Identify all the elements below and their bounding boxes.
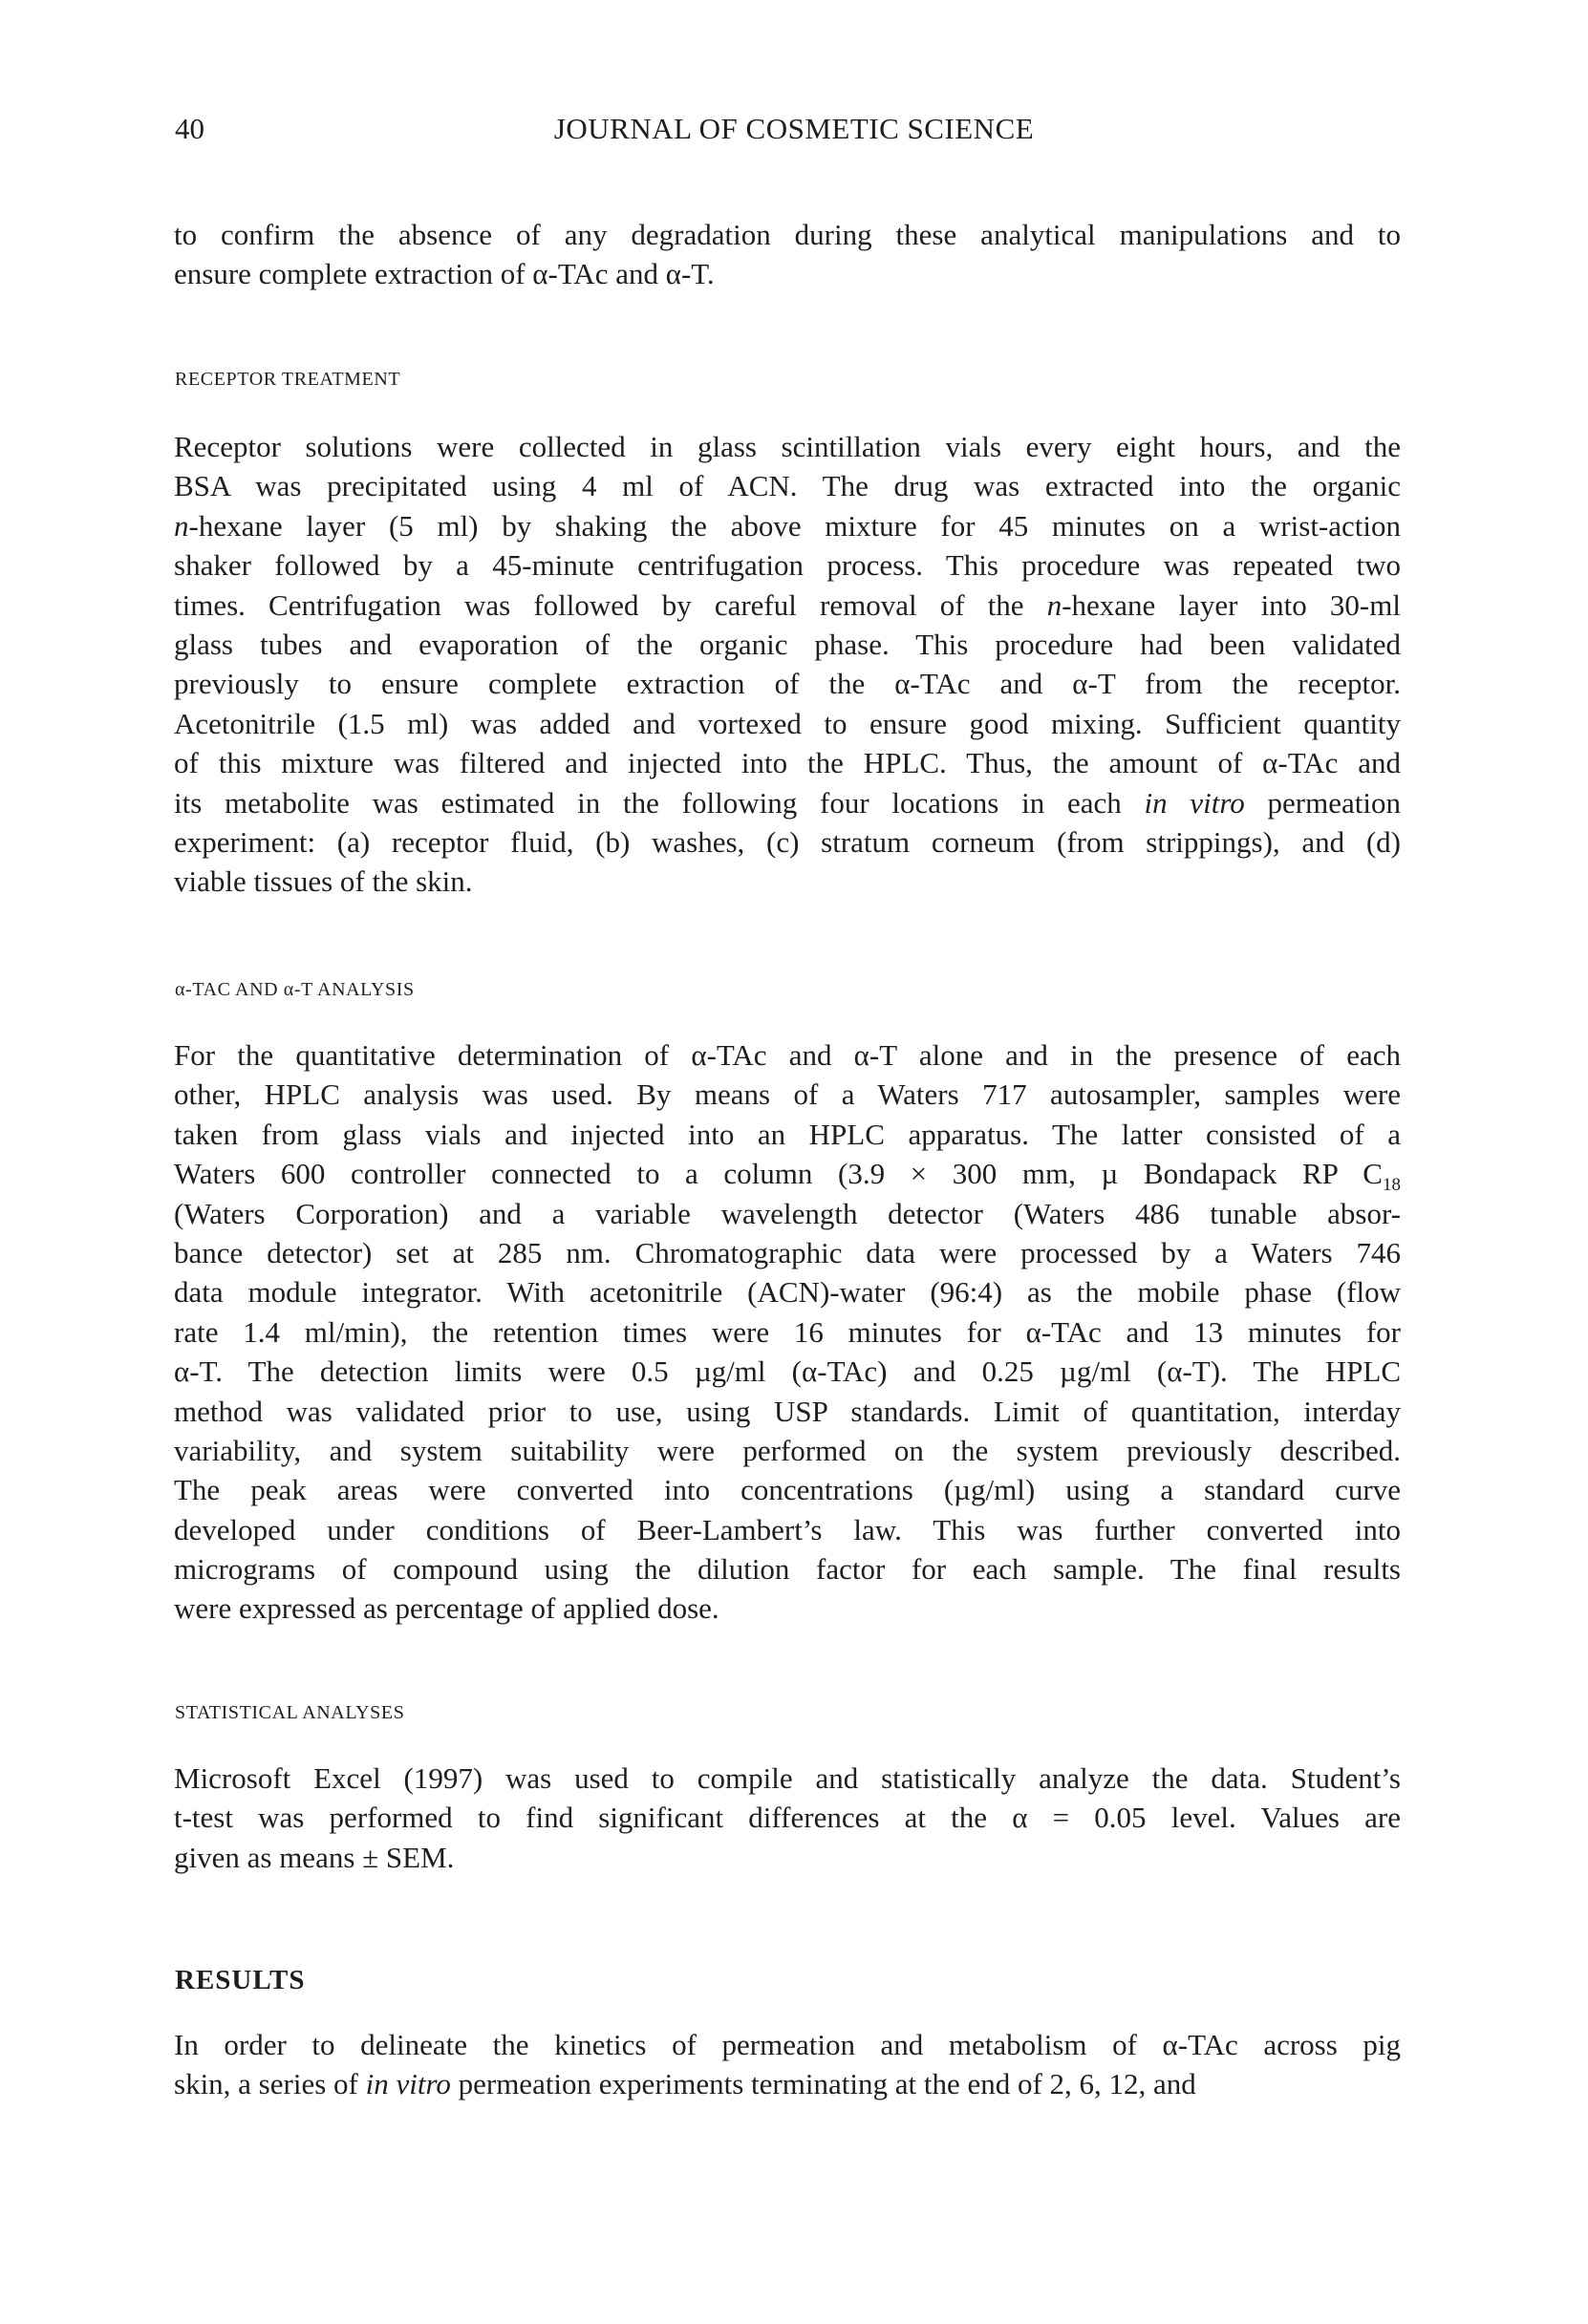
text-line: The peak areas were converted into concentrations (µg/ml) using a standard curve bbox=[174, 1473, 1401, 1507]
italic-term: in vitro bbox=[1144, 785, 1245, 820]
text-line: Acetonitrile (1.5 ml) was added and vortexed to ensure good mixing. Sufficient quantity bbox=[174, 706, 1401, 740]
italic-term: in vitro bbox=[365, 2067, 451, 2101]
text-line: viable tissues of the skin. bbox=[174, 864, 473, 899]
text-line: other, HPLC analysis was used. By means of a Waters 717 autosampler, samples were bbox=[174, 1077, 1401, 1112]
text-line: Receptor solutions were collected in glass scintillation vials every eight hours, and the bbox=[174, 430, 1401, 463]
paragraph-results bbox=[174, 2025, 1401, 2104]
paragraph-statistics bbox=[174, 1759, 1401, 1877]
text-line: its metabolite was estimated in the following four locations in each in vitro permeation bbox=[174, 785, 1401, 820]
text-line: rate 1.4 ml/min), the retention times were 16 minutes for α-TAc and 13 minutes for bbox=[174, 1314, 1401, 1349]
running-title: JOURNAL OF COSMETIC SCIENCE bbox=[553, 112, 1035, 145]
text-line: data module integrator. With acetonitrile (ACN)-water (96:4) as the mobile phase (flow bbox=[174, 1275, 1401, 1310]
text-line: Microsoft Excel (1997) was used to compile and statistically analyze the data. Student’s bbox=[174, 1761, 1401, 1795]
text-line: method was validated prior to use, using USP standards. Limit of quantitation, interday bbox=[174, 1394, 1401, 1428]
section-heading-analysis: α-TAC AND α-T ANALYSIS bbox=[175, 979, 415, 1000]
text-line: experiment: (a) receptor fluid, (b) washes, (c) stratum corneum (from strippings), and (d) bbox=[174, 824, 1401, 859]
paragraph-receptor-treatment bbox=[174, 427, 1401, 902]
section-heading-statistics: STATISTICAL ANALYSES bbox=[175, 1702, 405, 1723]
text-line: bance detector) set at 285 nm. Chromatographic data were processed by a Waters 746 bbox=[174, 1235, 1401, 1269]
text-line: In order to delineate the kinetics of permeation and metabolism of α-TAc across pig bbox=[174, 2028, 1401, 2061]
text-line: Waters 600 controller connected to a column (3.9 × 300 mm, µ Bondapack RP $C_{18}$ bbox=[174, 1157, 1401, 1196]
italic-term: n bbox=[1046, 587, 1062, 622]
text-line: ensure complete extraction of α-TAc and α-T. bbox=[174, 257, 715, 291]
page-number: 40 bbox=[175, 112, 204, 145]
text-line: BSA was precipitated using 4 ml of ACN. The drug was extracted into the organic bbox=[174, 469, 1401, 503]
text-line: glass tubes and evaporation of the organic phase. This procedure had been validated bbox=[174, 627, 1401, 661]
text-line: α-T. The detection limits were 0.5 µg/ml (α-TAc) and 0.25 µg/ml (α-T). The HPLC bbox=[174, 1354, 1401, 1389]
text-line: developed under conditions of Beer-Lambert’s law. This was further converted into bbox=[174, 1512, 1401, 1546]
italic-term: n bbox=[174, 508, 189, 543]
text-line: variability, and system suitability were performed on the system previously described. bbox=[174, 1433, 1401, 1467]
text-line: (Waters Corporation) and a variable wavelength detector (Waters 486 tunable absor- bbox=[174, 1196, 1401, 1230]
subscript: 18 bbox=[1383, 1175, 1401, 1196]
text-line: to confirm the absence of any degradation during these analytical manipulations and to bbox=[174, 218, 1401, 251]
text-line: were expressed as percentage of applied dose. bbox=[174, 1591, 719, 1626]
text-line: t-test was performed to find significant differences at the α = 0.05 level. Values are bbox=[174, 1801, 1401, 1835]
section-heading-receptor-treatment: RECEPTOR TREATMENT bbox=[175, 369, 401, 390]
text-line: n-hexane layer (5 ml) by shaking the above mixture for 45 minutes on a wrist-action bbox=[174, 508, 1401, 543]
paragraph-analysis bbox=[174, 1035, 1401, 1629]
text-line: times. Centrifugation was followed by careful removal of the n-hexane layer into 30-ml bbox=[174, 587, 1401, 622]
text-line: micrograms of compound using the dilution factor for each sample. The final results bbox=[174, 1552, 1401, 1587]
text-line: given as means ± SEM. bbox=[174, 1840, 455, 1874]
text-line: shaker followed by a 45-minute centrifugation process. This procedure was repeated two bbox=[174, 548, 1401, 583]
text-line: of this mixture was filtered and injected into the HPLC. Thus, the amount of α-TAc and bbox=[174, 746, 1401, 780]
text-line: previously to ensure complete extraction of the α-TAc and α-T from the receptor. bbox=[174, 667, 1401, 701]
text-line: For the quantitative determination of α-TAc and α-T alone and in the presence of each bbox=[174, 1038, 1401, 1072]
text-line: taken from glass vials and injected into an HPLC apparatus. The latter consisted of a bbox=[174, 1117, 1401, 1151]
paragraph-intro bbox=[174, 215, 1401, 294]
text-line: skin, a series of in vitro permeation experiments terminating at the end of 2, 6, 12, and bbox=[174, 2067, 1196, 2101]
section-heading-results: RESULTS bbox=[175, 1965, 306, 1995]
